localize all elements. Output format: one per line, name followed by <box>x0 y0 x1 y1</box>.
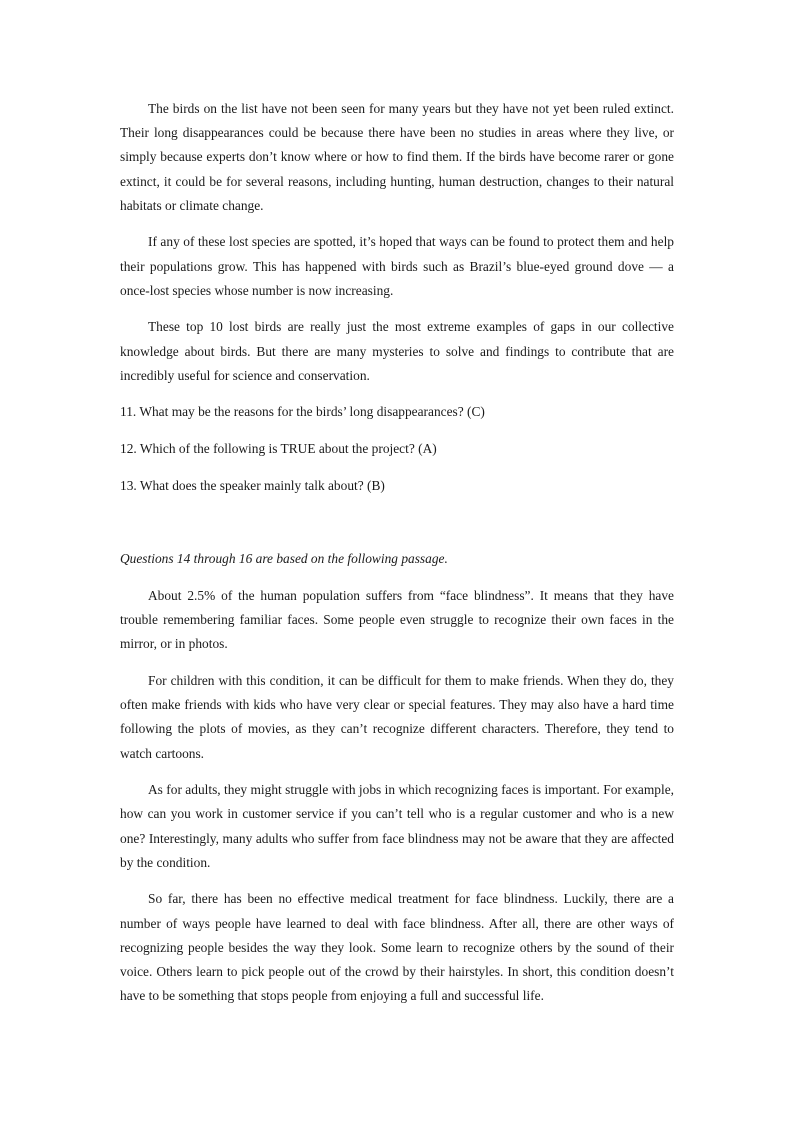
passage-paragraph: As for adults, they might struggle with jobs in which recognizing faces is important. For example, how can you work in customer service if you can’t tell who is a regular customer and who is a new one? Interestingly, many adults who suffer from face blindness may not be aware that they are affected by the condition. <box>120 782 674 870</box>
passage-paragraph: So far, there has been no effective medical treatment for face blindness. Luckily, there are a number of ways people have learned to deal with face blindness. After all, there are other ways of recognizing people besides the way they look. Some learn to recognize others by the sound of their voice. Others learn to pick people out of the crowd by their hairstyles. In short, this condition doesn’t have to be something that stops people from enjoying a full and successful life. <box>120 891 674 1004</box>
section-intro: Questions 14 through 16 are based on the following passage. <box>120 551 448 567</box>
document-page <box>120 97 674 1021</box>
section-spacer <box>120 511 674 547</box>
passage-paragraph: If any of these lost species are spotted, it’s hoped that ways can be found to protect them and help their populations grow. This has happened with birds such as Brazil’s blue-eyed ground dove — a once-lost species whose number is now increasing. <box>120 234 674 298</box>
passage-paragraph: About 2.5% of the human population suffers from “face blindness”. It means that they have trouble remembering familiar faces. Some people even struggle to recognize their own faces in the mirror, or in photos. <box>120 588 674 652</box>
question-item: 11. What may be the reasons for the birds’ long disappearances? (C) <box>120 404 485 420</box>
question-item: 13. What does the speaker mainly talk about? (B) <box>120 478 385 494</box>
passage-paragraph: The birds on the list have not been seen for many years but they have not yet been ruled extinct. Their long disappearances could be because there have been no studies in areas where they live, or simply because experts don’t know where or how to find them. If the birds have become rarer or gone extinct, it could be for several reasons, including hunting, human destruction, changes to their natural habitats or climate change. <box>120 101 674 213</box>
passage-paragraph: These top 10 lost birds are really just the most extreme examples of gaps in our collective knowledge about birds. But there are many mysteries to solve and findings to contribute that are incredibly useful for science and conservation. <box>120 319 674 383</box>
passage-paragraph: For children with this condition, it can be difficult for them to make friends. When they do, they often make friends with kids who have very clear or special features. They may also have a hard time following the plots of movies, as they can’t recognize different characters. Therefore, they tend to watch cartoons. <box>120 673 674 761</box>
question-item: 12. Which of the following is TRUE about the project? (A) <box>120 441 437 457</box>
